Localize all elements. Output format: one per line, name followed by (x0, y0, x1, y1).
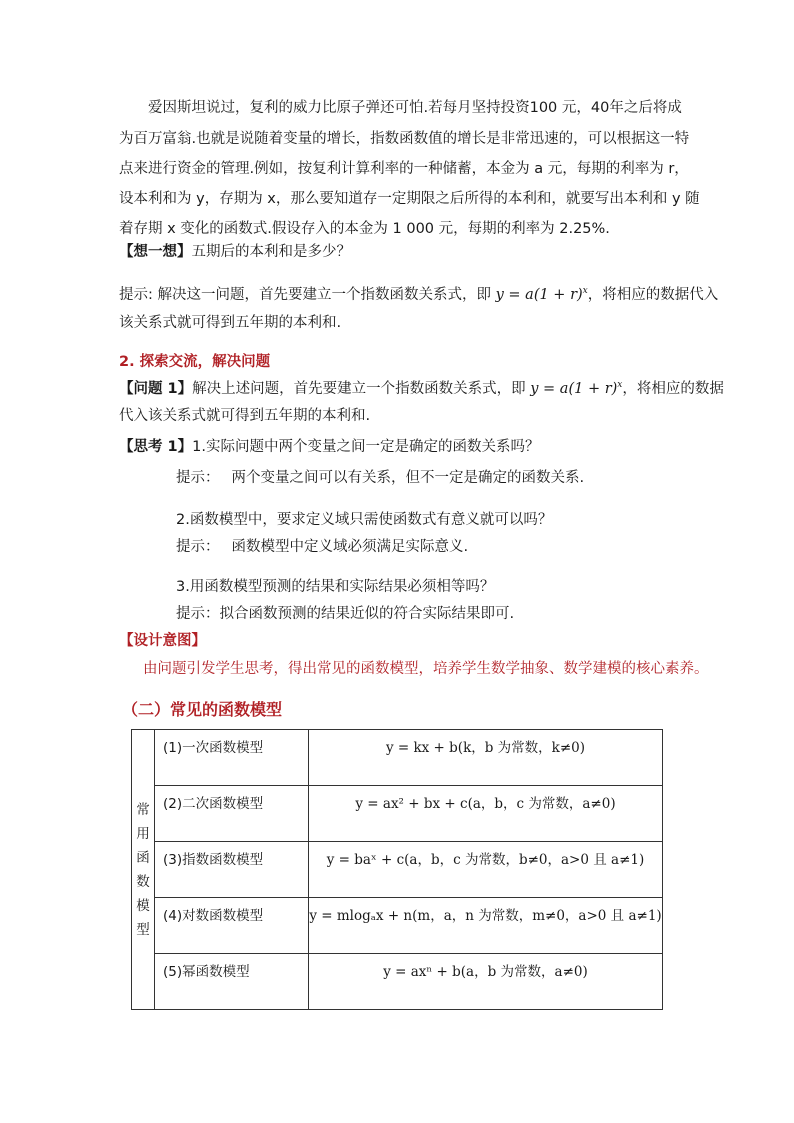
model-name: (2)二次函数模型 (155, 786, 309, 842)
model-name: (4)对数函数模型 (155, 898, 309, 954)
side-char: 用 (136, 825, 150, 842)
model-formula: y = kx + b(k，b 为常数，k≠0) (309, 730, 663, 786)
model-formula: y = mlogₐx + n(m，a，n 为常数，m≠0，a>0 且 a≠1) (309, 898, 663, 954)
side-char: 型 (136, 921, 150, 938)
thinking1-q2: 2.函数模型中，要求定义域只需使函数式有意义就可以吗？ (176, 512, 553, 528)
thinking1-a2-label: 提示： (176, 539, 220, 555)
problem1-text-a: 解决上述问题，首先要建立一个指数函数关系式，即 (192, 381, 531, 397)
hint1-formula: y = a(1 + r) (495, 287, 583, 303)
design-label: 【设计意图】 (119, 633, 206, 649)
think-label: 【想一想】 (119, 244, 192, 260)
section-models-title: （二）常见的函数模型 (122, 700, 283, 719)
intro-line-2: 为百万富翁.也就是说随着变量的增长，指数函数值的增长是非常迅速的，可以根据这一特 (119, 131, 690, 147)
thinking1-a1-line (176, 468, 584, 488)
intro-line-1: 爱因斯坦说过，复利的威力比原子弹还可怕.若每月坚持投资100 元，40年之后将成 (148, 100, 682, 116)
thinking1-q1: 1.实际问题中两个变量之间一定是确定的函数关系吗？ (192, 439, 540, 455)
design-text: 由问题引发学生思考，得出常见的函数模型，培养学生数学抽象、数学建模的核心素养。 (143, 661, 709, 677)
intro-line-5: 着存期 x 变化的函数式.假设存入的本金为 1 000 元，每期的利率为 2.25%. (119, 221, 610, 237)
hint1-line-1 (119, 285, 718, 305)
model-formula: y = baˣ + c(a，b，c 为常数，b≠0，a>0 且 a≠1) (309, 842, 663, 898)
thinking1-a2: 函数模型中定义域必须满足实际意义. (231, 539, 469, 555)
thinking1-a1: 两个变量之间可以有关系，但不一定是确定的函数关系. (231, 470, 585, 486)
problem1-label: 【问题 1】 (119, 381, 193, 397)
table-row (132, 954, 663, 1010)
table-side-label (132, 730, 155, 1010)
hint1-text-b: ，将相应的数据代入 (587, 287, 719, 303)
problem1-formula-exp: x (617, 380, 623, 391)
think-block (119, 242, 351, 262)
intro-line-4: 设本利和为 y，存期为 x，那么要知道存一定期限之后所得的本利和，就要写出本利和 y 随 (119, 191, 700, 207)
thinking1-q1-line (119, 437, 539, 457)
model-formula: y = axⁿ + b(a，b 为常数，a≠0) (309, 954, 663, 1010)
function-models-table (131, 729, 663, 1010)
model-name: (1)一次函数模型 (155, 730, 309, 786)
hint1-formula-exp: x (582, 286, 588, 297)
table-row (132, 786, 663, 842)
thinking1-q3: 3.用函数模型预测的结果和实际结果必须相等吗？ (176, 579, 495, 595)
model-name: (5)幂函数模型 (155, 954, 309, 1010)
thinking1-a1-label: 提示： (176, 470, 220, 486)
problem1-text-b: ，将相应的数据 (622, 381, 724, 397)
problem1-line-1 (119, 379, 724, 399)
problem1-line-2: 代入该关系式就可得到五年期的本利和. (119, 408, 371, 424)
thinking1-a3-label: 提示： (176, 606, 220, 622)
table-row (132, 730, 663, 786)
table-row (132, 842, 663, 898)
section-2-title: 2. 探索交流，解决问题 (119, 354, 271, 370)
thinking1-label: 【思考 1】 (119, 439, 193, 455)
thinking1-a3: 拟合函数预测的结果近似的符合实际结果即可. (219, 606, 515, 622)
intro-line-3: 点来进行资金的管理.例如，按复利计算利率的一种储蓄，本金为 a 元，每期的利率为 r， (119, 161, 689, 177)
hint1-text-a: 提示: 解决这一问题，首先要建立一个指数函数关系式，即 (119, 287, 496, 303)
thinking1-a3-line (176, 604, 514, 624)
model-formula: y = ax² + bx + c(a，b，c 为常数，a≠0) (309, 786, 663, 842)
problem1-formula: y = a(1 + r) (530, 381, 618, 397)
think-text: 五期后的本利和是多少？ (191, 244, 351, 260)
side-char: 函 (136, 849, 150, 866)
model-name: (3)指数函数模型 (155, 842, 309, 898)
side-char: 模 (136, 897, 150, 914)
hint1-line-2: 该关系式就可得到五年期的本利和. (119, 315, 342, 331)
table-row (132, 898, 663, 954)
thinking1-a2-line (176, 537, 468, 557)
side-char: 常 (136, 801, 150, 818)
side-char: 数 (136, 873, 150, 890)
